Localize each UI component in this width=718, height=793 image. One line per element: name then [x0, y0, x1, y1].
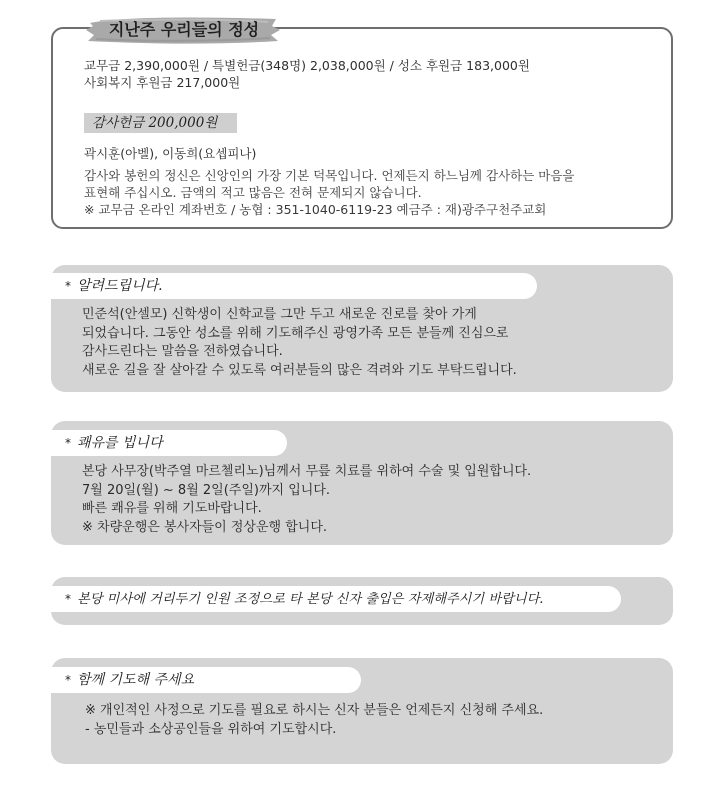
- notice-body-line: 민준석(안셀모) 신학생이 신학교를 그만 두고 새로운 진로를 찾아 가게: [82, 307, 477, 322]
- notice-heading: [51, 273, 537, 299]
- notice-prayer-request: [51, 658, 673, 764]
- offering-totals: [84, 57, 530, 91]
- notice-heading-text: 본당 미사에 거리두기 인원 조정으로 타 본당 신자 출입은 자제해주시기 바랍니다.: [77, 592, 544, 607]
- notice-heading-text: 알려드립니다.: [77, 278, 163, 294]
- notice-body: [82, 463, 531, 537]
- summary-title-banner: [86, 14, 282, 46]
- notice-body: [85, 702, 543, 739]
- notice-body-line: ※ 개인적인 사정으로 기도를 필요로 하시는 신자 분들은 언제든지 신청해 주세요.: [85, 703, 544, 718]
- summary-body-line: 표현해 주십시오. 금액의 적고 많음은 전혀 문제되지 않습니다.: [84, 185, 422, 200]
- donor-names: 곽시훈(아벨), 이동희(요셉피나): [84, 146, 257, 161]
- star-icon: *: [65, 279, 71, 293]
- notice-body-line: 빠른 쾌유를 위해 기도바랍니다.: [82, 501, 262, 516]
- account-info: ※ 교무금 온라인 계좌번호 / 농협 : 351-1040-6119-23 예금주 : 재)광주구천주교회: [84, 202, 547, 217]
- summary-body-line: 감사와 봉헌의 정신은 신앙인의 가장 기본 덕목입니다. 언제든지 하느님께 감사하는 마음을: [84, 168, 575, 183]
- notice-body-line: 7월 20일(월) ~ 8월 2일(주일)까지 입니다.: [82, 482, 331, 498]
- star-icon: *: [65, 592, 71, 606]
- notice-distancing: [51, 577, 673, 625]
- thanks-offering-band: [84, 113, 237, 133]
- notice-body-line: 되었습니다. 그동안 성소를 위해 기도해주신 광영가족 모든 분들께 진심으로: [82, 325, 509, 341]
- offering-line: 교무금 2,390,000원 / 특별헌금(348명) 2,038,000원 / 성소 후원금 183,000원: [84, 58, 530, 73]
- notice-body-line: - 농민들과 소상공인들을 위하여 기도합시다.: [85, 721, 337, 737]
- notice-body-line: ※ 차량운행은 봉사자들이 정상운행 합니다.: [82, 519, 328, 535]
- summary-title: 지난주 우리들의 정성: [108, 20, 260, 39]
- notice-body-line: 감사드린다는 말씀을 전하였습니다.: [82, 344, 283, 359]
- summary-body: [84, 167, 644, 218]
- star-icon: *: [65, 436, 71, 450]
- notice-heading-text: 쾌유를 빕니다: [77, 435, 163, 451]
- notice-announcement: [51, 265, 673, 392]
- notice-body: [82, 306, 517, 380]
- notice-recovery: [51, 421, 673, 545]
- notice-heading: [51, 667, 361, 693]
- notice-heading: [51, 430, 287, 456]
- offering-line: 사회복지 후원금 217,000원: [84, 75, 241, 90]
- notice-body-line: 본당 사무장(박주열 마르첼리노)님께서 무릎 치료를 위하여 수술 및 입원합니다.: [82, 464, 532, 479]
- thanks-offering-label: 감사헌금 200,000원: [92, 115, 218, 131]
- notice-heading-text: 함께 기도해 주세요: [77, 672, 195, 688]
- notice-heading: [51, 586, 621, 612]
- notice-body-line: 새로운 길을 잘 살아갈 수 있도록 여러분들의 많은 격려와 기도 부탁드립니다.: [82, 362, 517, 378]
- star-icon: *: [65, 673, 71, 687]
